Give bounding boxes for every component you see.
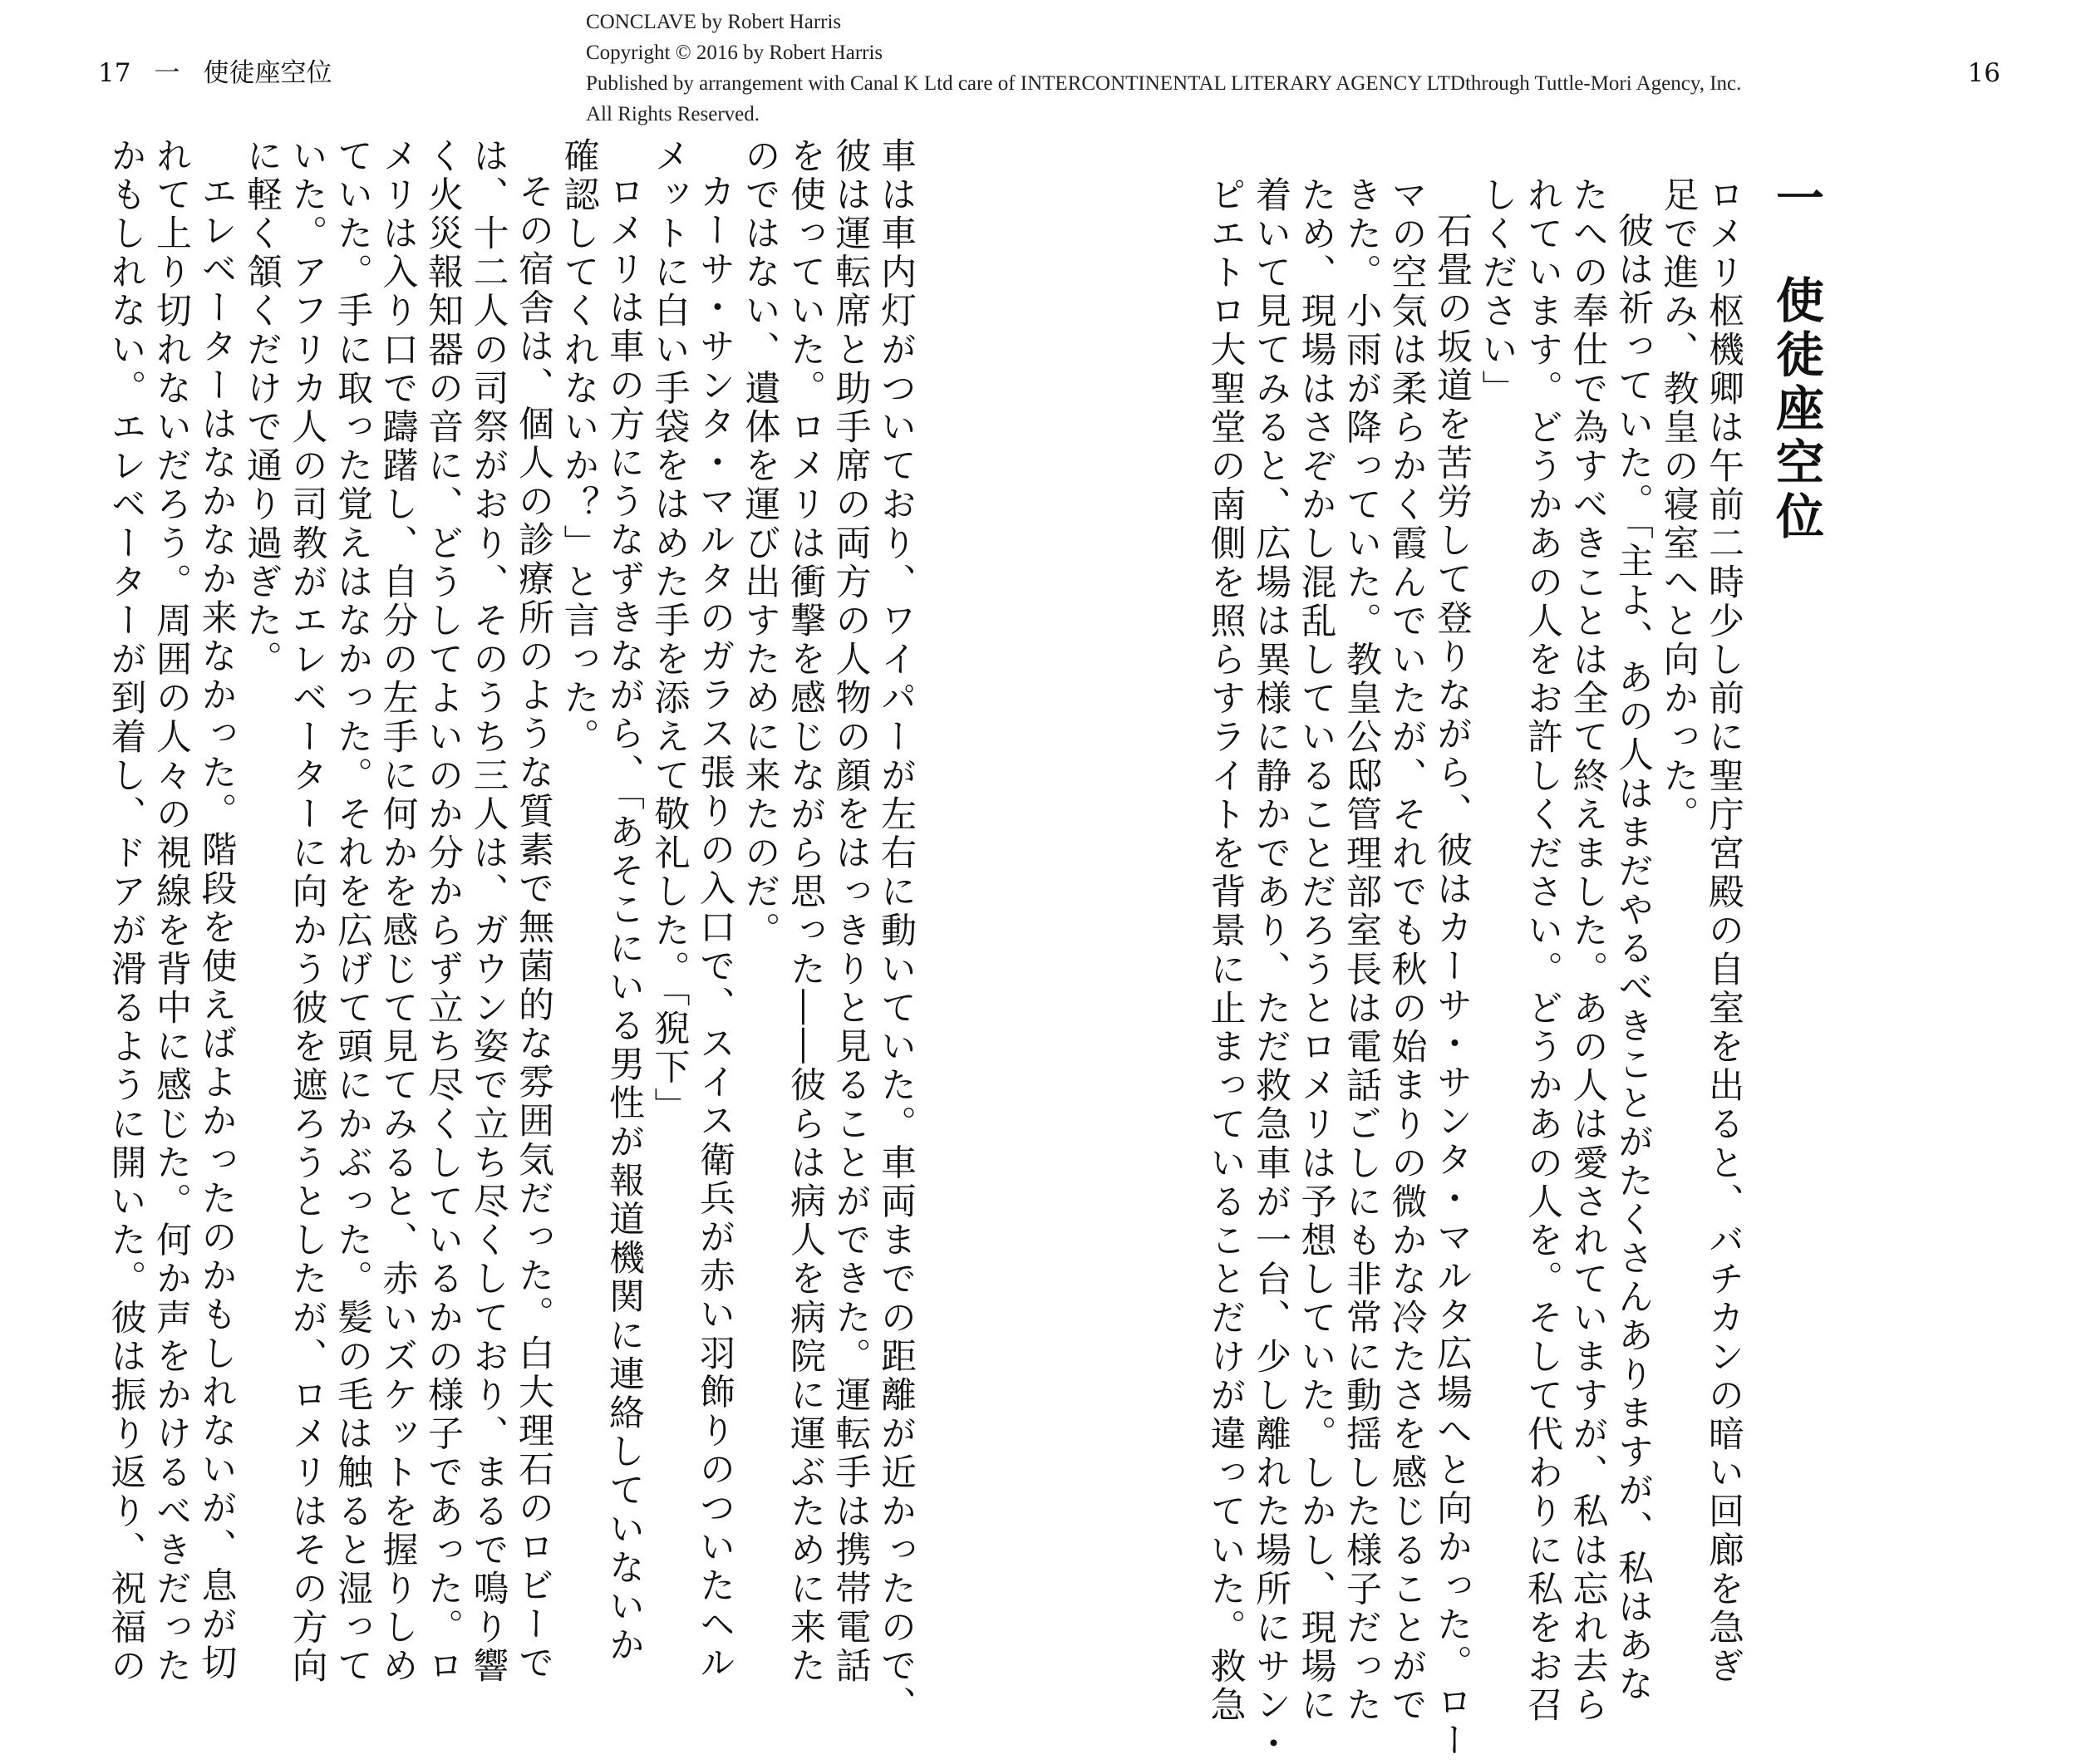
body-line: かもしれない。エレベーターが到着し、ドアが滑るように開いた。彼は振り返り、祝福の bbox=[105, 137, 147, 1686]
body-line: く火災報知器の音に、どうしてよいのか分からず立ち尽くしているかの様子であった。ロ bbox=[422, 137, 464, 1686]
chapter-title: 使徒座空位 bbox=[1768, 275, 1824, 545]
left-page-header bbox=[98, 57, 332, 90]
body-line: しください」 bbox=[1476, 176, 1518, 409]
copyright-line-rights: All Rights Reserved. bbox=[586, 103, 760, 125]
body-line: 確認してくれないか？」と言った。 bbox=[558, 137, 600, 757]
body-line: ていた。手に取った覚えはなかった。それを広げて頭にかぶった。髪の毛は触ると湿って bbox=[332, 137, 373, 1686]
body-line: 彼は祈っていた。「主よ、あの人はまだやるべきことがたくさんありますが、私はあな bbox=[1612, 212, 1654, 1704]
body-line: メリは入り口で躊躇し、自分の左手に何かを感じて見てみると、赤いズケットを握りしめ bbox=[376, 137, 419, 1686]
body-line: を使っていた。ロメリは衝撃を感じながら思った――彼らは病人を病院に運ぶために来た bbox=[785, 137, 826, 1686]
chapter-heading bbox=[1767, 173, 1825, 545]
body-line: 着いて見てみると、広場は異様に静かであり、ただ救急車が一台、少し離れた場所にサン・ bbox=[1250, 176, 1291, 1764]
body-line: メットに白い手袋をはめた手を添えて敬礼した。「猊下」 bbox=[648, 137, 691, 1127]
copyright-line-title: CONCLAVE by Robert Harris bbox=[586, 11, 842, 33]
copyright-line-copyright: Copyright © 2016 by Robert Harris bbox=[586, 42, 883, 64]
copyright-notice bbox=[586, 7, 1741, 130]
right-page-body bbox=[1181, 176, 1746, 1764]
body-line: は、十二人の司祭がおり、そのうち三人は、ガウン姿で立ち尽くしており、まるで鳴り響 bbox=[467, 137, 509, 1686]
body-line: ため、現場はさぞかし混乱していることだろうとロメリは予想していた。しかし、現場に bbox=[1295, 176, 1337, 1725]
body-line: 車は車内灯がついており、ワイパーが左右に動いていた。車両までの距離が近かったので、 bbox=[875, 137, 917, 1725]
body-line: いた。アフリカ人の司教がエレベーターに向かう彼を遮ろうとしたが、ロメリはその方向 bbox=[286, 137, 328, 1686]
body-line: 足で進み、教皇の寝室へと向かった。 bbox=[1657, 176, 1700, 835]
copyright-line-publisher: Published by arrangement with Canal K Ltd care of INTERCONTINENTAL LITERARY AGENCY LTDthrough Tuttle-Mori Agency, Inc. bbox=[586, 72, 1742, 95]
body-line: きた。小雨が降っていた。教皇公邸管理部室長は電話ごしにも非常に動揺した様子だった bbox=[1341, 176, 1382, 1725]
body-line: に軽く頷くだけで通り過ぎた。 bbox=[241, 137, 283, 680]
body-line: ロメリは車の方にうなずきながら、「あそこにいる男性が報道機関に連絡していないか bbox=[603, 173, 645, 1665]
body-line: その宿舎は、個人の診療所のような質素で無菌的な雰囲気だった。白大理石のロビーで bbox=[513, 173, 554, 1683]
chapter-number: 一 bbox=[1768, 173, 1824, 227]
body-line: れています。どうかあの人をお許しください。どうかあの人を。そして代わりに私をお召 bbox=[1522, 176, 1563, 1725]
body-line: ピエトロ大聖堂の南側を照らすライトを背景に止まっていることだけが違っていた。救急 bbox=[1204, 176, 1247, 1725]
left-page-body bbox=[100, 137, 918, 1725]
left-header-dash: 一 bbox=[154, 58, 180, 88]
left-running-title: 使徒座空位 bbox=[203, 58, 332, 88]
body-line: たへの奉仕で為すべきことは全て終えました。あの人は愛されていますが、私は忘れ去ら bbox=[1567, 176, 1609, 1725]
body-line: カーサ・サンタ・マルタのガラス張りの入口で、スイス衛兵が赤い羽飾りのついたヘル bbox=[694, 173, 735, 1683]
right-page-number: 16 bbox=[1967, 58, 2000, 88]
body-line: のではない、遺体を運び出すために来たのだ。 bbox=[739, 137, 781, 951]
body-line: ロメリ枢機卿は午前二時少し前に聖庁宮殿の自室を出ると、バチカンの暗い回廊を急ぎ bbox=[1703, 176, 1744, 1687]
body-line: エレベーターはなかなか来なかった。階段を使えばよかったのかもしれないが、息が切 bbox=[195, 173, 238, 1683]
body-line: 彼は運転席と助手席の両方の人物の顔をはっきりと見ることができた。運転手は携帯電話 bbox=[829, 137, 872, 1686]
left-page-number: 17 bbox=[98, 58, 131, 88]
body-line: マの空気は柔らかく霞んでいたが、それでも秋の始まりの微かな冷たさを感じることがで bbox=[1385, 176, 1428, 1725]
body-line: れて上り切れないだろう。周囲の人々の視線を背中に感じた。何か声をかけるべきだった bbox=[150, 137, 192, 1686]
body-line: 石畳の坂道を苦労して登りながら、彼はカーサ・サンタ・マルタ広場へと向かった。ロー bbox=[1431, 212, 1473, 1761]
